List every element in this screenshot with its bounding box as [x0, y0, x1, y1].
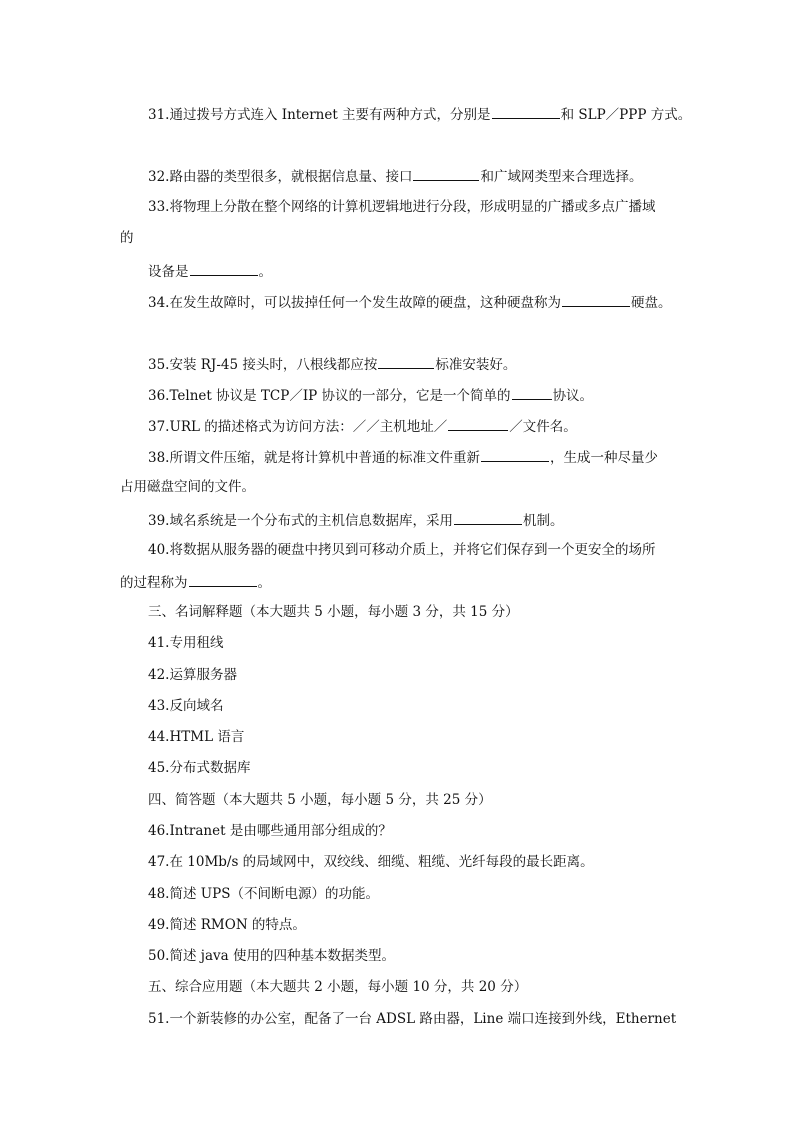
section-3-heading: 三、名词解释题（本大题共 5 小题，每小题 3 分，共 15 分） [148, 604, 519, 620]
list-item: 45.分布式数据库 [148, 760, 251, 776]
answer-blank [562, 292, 630, 307]
list-item: 46.Intranet 是由哪些通用部分组成的？ [148, 823, 392, 839]
list-item: 51.一个新装修的办公室，配备了一台 ADSL 路由器，Line 端口连接到外线，Ethernet [148, 1011, 677, 1027]
list-item: 42.运算服务器 [148, 667, 237, 683]
answer-blank [481, 447, 549, 462]
answer-blank [413, 166, 479, 181]
answer-blank [190, 261, 258, 276]
list-item: 50.简述 java 使用的四种基本数据类型。 [148, 948, 395, 964]
question-36: 36.Telnet 协议是 TCP／IP 协议的一部分，它是一个简单的 协议。 [148, 385, 593, 405]
list-item: 41.专用租线 [148, 635, 224, 651]
question-33: 33.将物理上分散在整个网络的计算机逻辑地进行分段，形成明显的广播或多点广播域 [148, 199, 656, 215]
list-item: 48.简述 UPS（不间断电源）的功能。 [148, 886, 379, 902]
answer-blank [492, 104, 560, 119]
answer-blank [189, 572, 257, 587]
question-33-end: 设备是 。 [148, 261, 272, 281]
section-5-heading: 五、综合应用题（本大题共 2 小题，每小题 10 分，共 20 分） [148, 979, 528, 995]
question-38-continued: 占用磁盘空间的文件。 [120, 479, 255, 495]
question-37: 37.URL 的描述格式为访问方法：／／主机地址／ ／文件名。 [148, 416, 577, 436]
list-item: 49.简述 RMON 的特点。 [148, 917, 306, 933]
question-34: 34.在发生故障时，可以拔掉任何一个发生故障的硬盘，这种硬盘称为 硬盘。 [148, 292, 671, 312]
list-item: 43.反向域名 [148, 698, 224, 714]
list-item: 47.在 10Mb/s 的局域网中，双绞线、细缆、粗缆、光纤每段的最长距离。 [148, 854, 594, 870]
answer-blank [448, 416, 508, 431]
question-33-continued: 的 [120, 230, 134, 246]
question-40: 40.将数据从服务器的硬盘中拷贝到可移动介质上，并将它们保存到一个更安全的场所 [148, 542, 656, 558]
question-38: 38.所谓文件压缩，就是将计算机中普通的标准文件重新 ，生成一种尽量少 [148, 447, 658, 467]
question-32: 32.路由器的类型很多，就根据信息量、接口 和广域网类型来合理选择。 [148, 166, 642, 186]
question-39: 39.域名系统是一个分布式的主机信息数据库，采用 机制。 [148, 510, 563, 530]
answer-blank [512, 385, 552, 400]
section-4-heading: 四、简答题（本大题共 5 小题，每小题 5 分，共 25 分） [148, 792, 492, 808]
question-31: 31.通过拨号方式连入 Internet 主要有两种方式，分别是 和 SLP／PPP 方式。 [148, 104, 691, 124]
question-40-continued: 的过程称为 。 [120, 572, 271, 592]
list-item: 44.HTML 语言 [148, 729, 245, 745]
answer-blank [454, 510, 522, 525]
question-35: 35.安装 RJ-45 接头时，八根线都应按 标准安装好。 [148, 354, 516, 374]
answer-blank [378, 354, 434, 369]
